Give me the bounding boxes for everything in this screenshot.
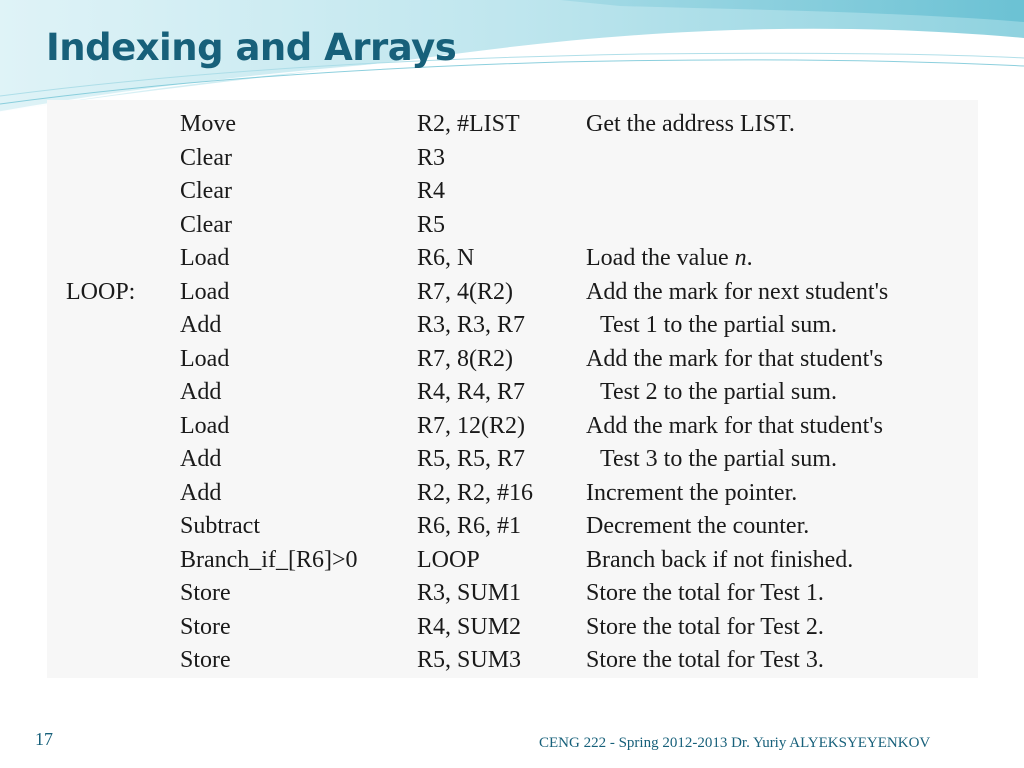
code-comment bbox=[586, 646, 824, 674]
code-comment bbox=[586, 613, 824, 641]
code-comment-text: Store the total for Test 1. bbox=[586, 580, 824, 606]
code-comment bbox=[586, 579, 824, 607]
code-opcode: Add bbox=[180, 446, 222, 472]
code-operands: R5, SUM3 bbox=[417, 647, 522, 673]
code-operands: R5, R5, R7 bbox=[417, 446, 526, 472]
slide-number: 17 bbox=[35, 729, 53, 749]
code-comment-variable: n bbox=[734, 245, 747, 271]
slide-title: Indexing and Arrays bbox=[46, 26, 457, 69]
code-opcode: Load bbox=[180, 345, 230, 372]
code-comment bbox=[586, 345, 883, 373]
assembly-code-listing bbox=[47, 100, 978, 678]
code-opcode: Branch_if_[R6]>0 bbox=[180, 546, 358, 573]
code-comment-text: Get the address LIST. bbox=[586, 111, 795, 137]
code-comment bbox=[600, 445, 837, 473]
code-comment-end: . bbox=[746, 245, 753, 271]
code-opcode: Store bbox=[180, 647, 231, 673]
code-opcode: Add bbox=[180, 379, 222, 405]
code-comment-text: Load the value bbox=[586, 245, 735, 271]
code-comment-text: Add the mark for that student's bbox=[586, 412, 883, 439]
code-operands: R4, SUM2 bbox=[417, 613, 522, 640]
code-comment-text: Test 2 to the partial sum. bbox=[600, 379, 837, 405]
code-opcode: Load bbox=[180, 278, 230, 305]
code-comment bbox=[586, 244, 753, 272]
code-opcode: Clear bbox=[180, 144, 232, 171]
code-comment bbox=[586, 546, 853, 574]
code-comment bbox=[600, 311, 837, 339]
code-operands: LOOP bbox=[417, 546, 480, 573]
code-operands: R7, 8(R2) bbox=[417, 345, 513, 372]
code-opcode: Subtract bbox=[180, 513, 260, 539]
code-comment bbox=[600, 378, 837, 406]
code-operands: R5 bbox=[417, 211, 446, 238]
code-operands: R3, R3, R7 bbox=[417, 312, 526, 338]
code-comment-text: Branch back if not finished. bbox=[586, 546, 854, 573]
code-comment bbox=[586, 512, 809, 540]
code-operands: R3 bbox=[417, 144, 446, 171]
code-operands: R2, #LIST bbox=[417, 111, 520, 137]
code-opcode: Clear bbox=[180, 178, 232, 204]
code-comment-text: Store the total for Test 3. bbox=[586, 647, 824, 673]
code-comment bbox=[586, 110, 795, 138]
code-opcode: Add bbox=[180, 312, 222, 338]
code-comment bbox=[586, 412, 883, 440]
code-operands: R7, 4(R2) bbox=[417, 278, 513, 305]
code-opcode: Store bbox=[180, 580, 231, 606]
code-operands: R6, R6, #1 bbox=[417, 513, 522, 539]
code-comment-text: Test 3 to the partial sum. bbox=[600, 446, 837, 472]
code-comment bbox=[586, 278, 888, 306]
code-operands: R4 bbox=[417, 178, 446, 204]
code-comment bbox=[586, 479, 797, 507]
code-operands: R7, 12(R2) bbox=[417, 412, 525, 439]
footer-course-info: CENG 222 - Spring 2012-2013 Dr. Yuriy ALYEKSYEYENKOV bbox=[539, 735, 931, 751]
code-opcode: Load bbox=[180, 412, 230, 439]
code-operands: R4, R4, R7 bbox=[417, 379, 526, 405]
code-opcode: Move bbox=[180, 111, 236, 137]
code-label: LOOP: bbox=[66, 278, 136, 305]
code-comment-text: Decrement the counter. bbox=[586, 513, 810, 539]
code-comment-text: Add the mark for that student's bbox=[586, 345, 883, 372]
code-comment-text: Test 1 to the partial sum. bbox=[600, 312, 837, 338]
code-opcode: Clear bbox=[180, 211, 232, 238]
code-operands: R6, N bbox=[417, 245, 475, 271]
code-operands: R3, SUM1 bbox=[417, 580, 522, 606]
code-opcode: Load bbox=[180, 245, 230, 271]
code-operands: R2, R2, #16 bbox=[417, 479, 534, 506]
code-comment-text: Add the mark for next student's bbox=[586, 278, 889, 305]
code-opcode: Store bbox=[180, 613, 231, 640]
code-comment-text: Increment the pointer. bbox=[586, 479, 798, 506]
code-comment-text: Store the total for Test 2. bbox=[586, 613, 824, 640]
code-opcode: Add bbox=[180, 479, 222, 506]
